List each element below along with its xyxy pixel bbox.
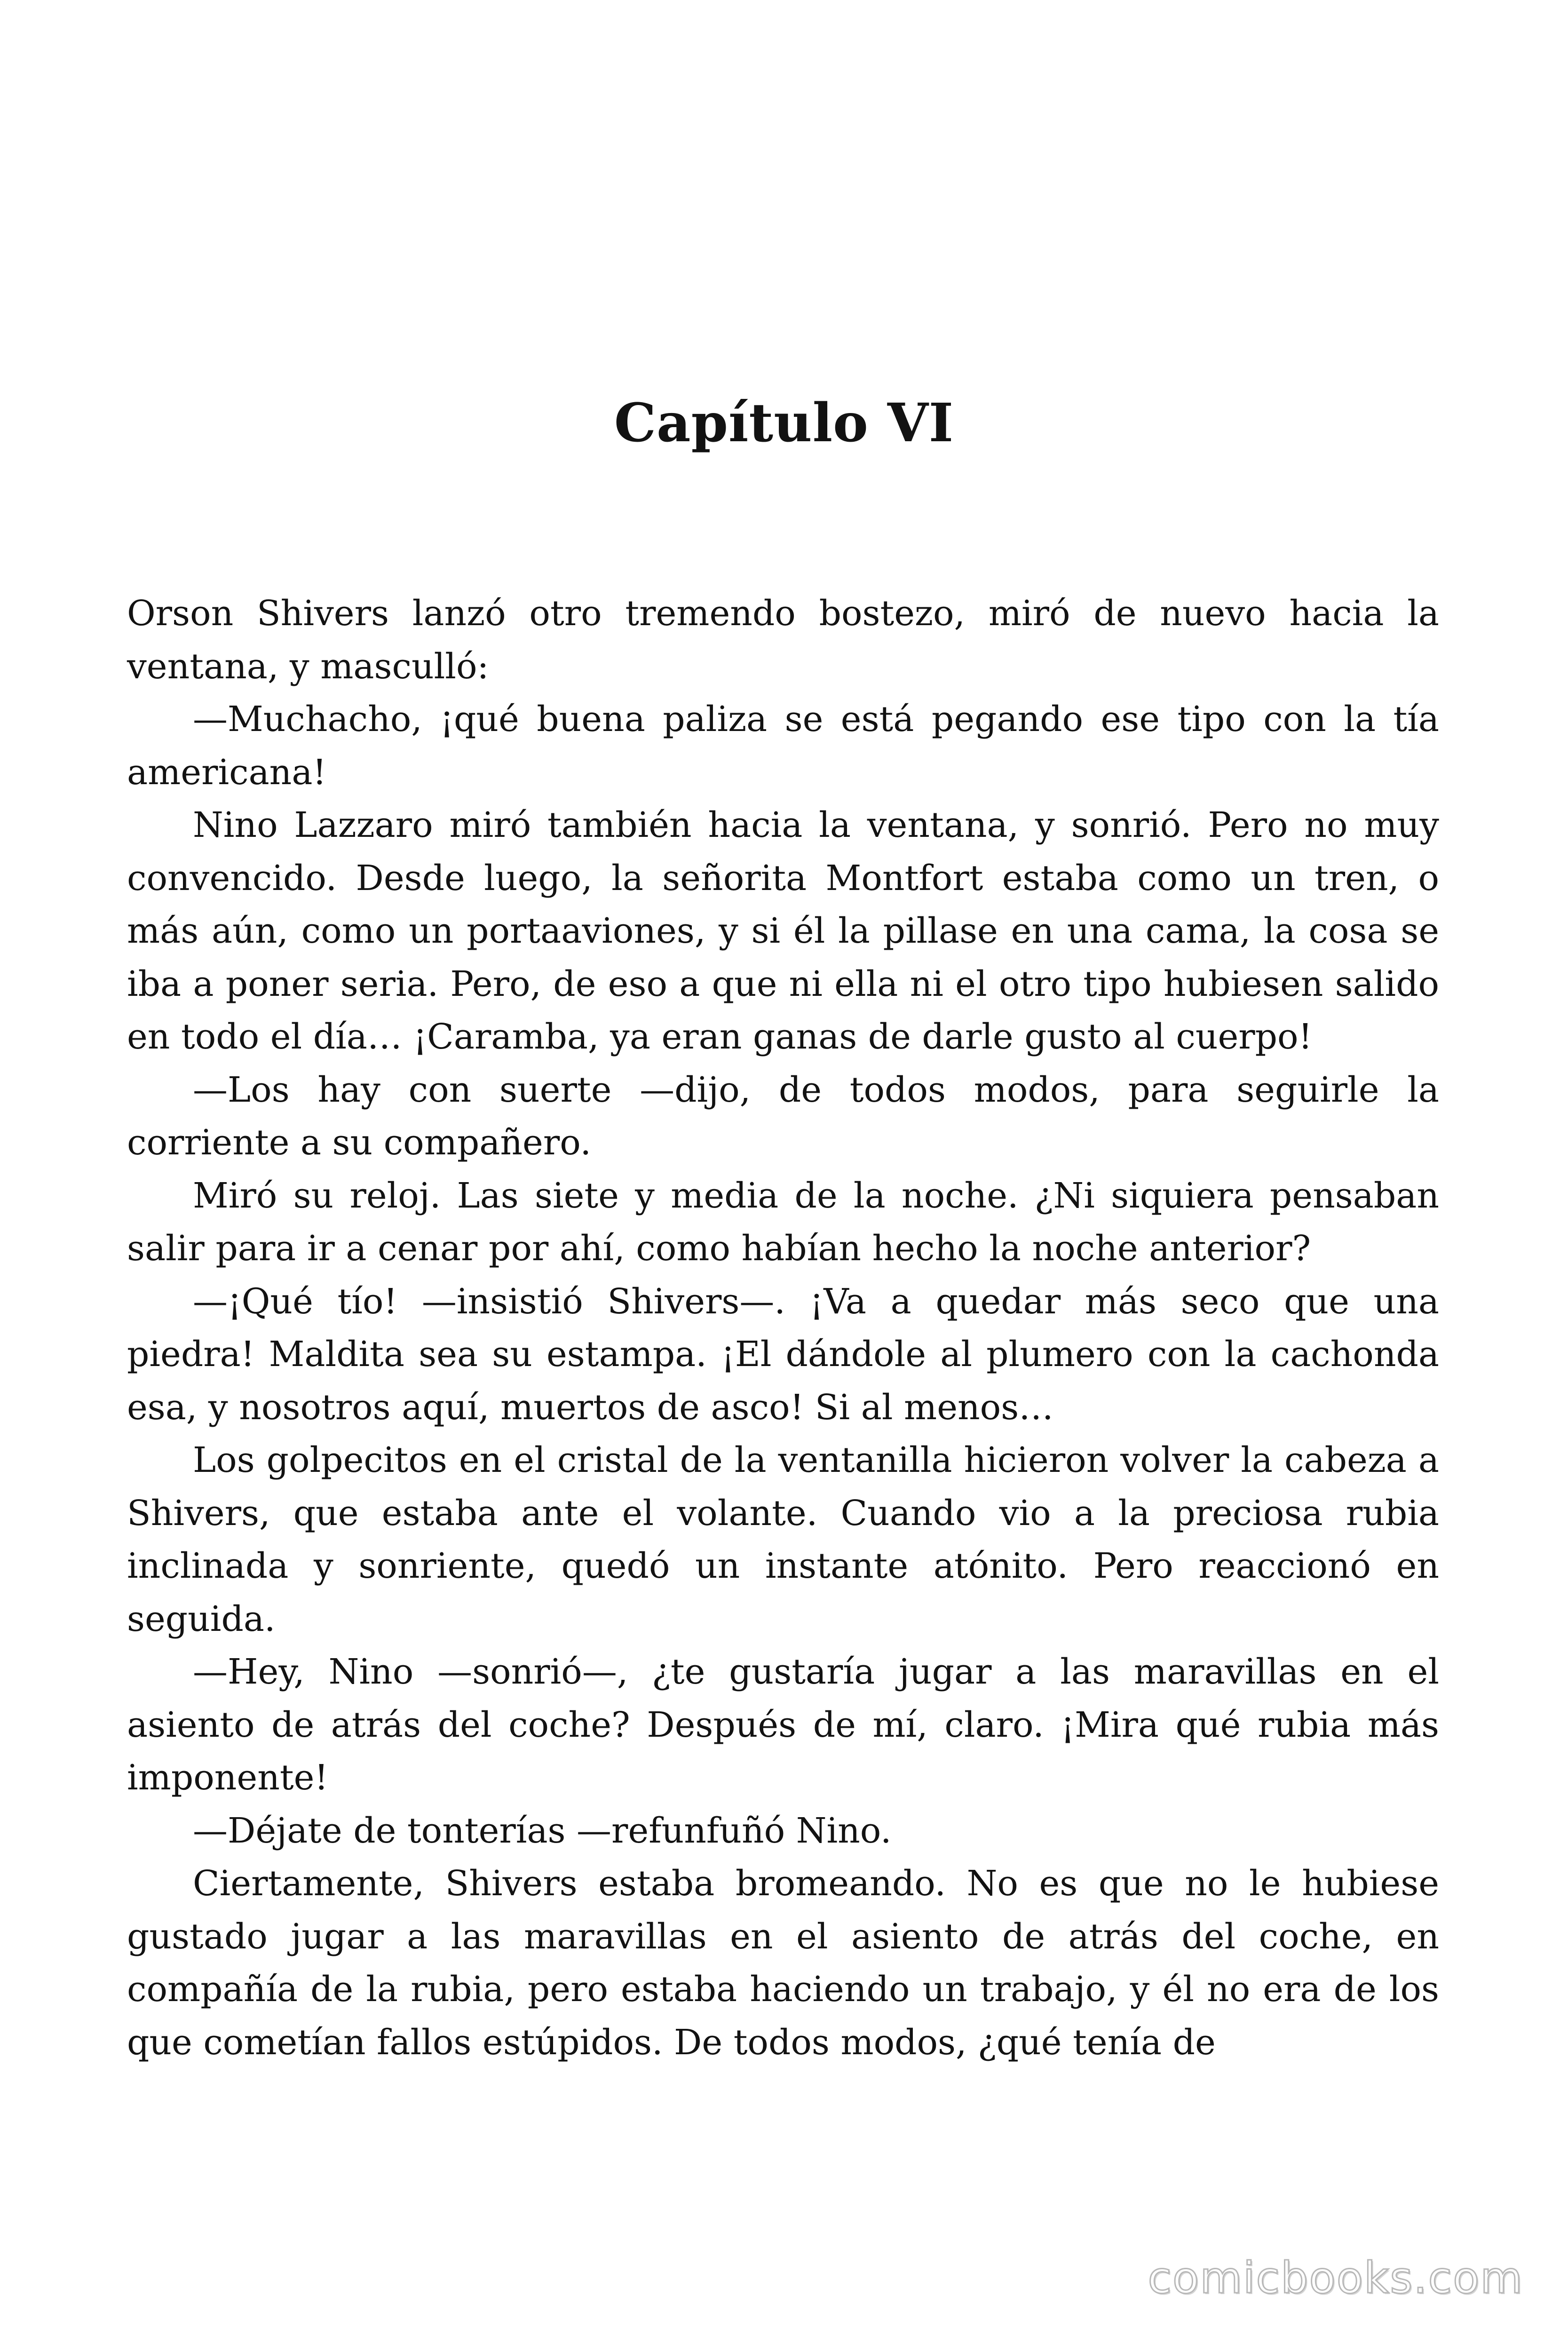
chapter-body [127, 587, 1439, 2069]
paragraph: Miró su reloj. Las siete y media de la noche. ¿Ni siquiera pensaban salir para ir a cenar por ahí, como habían hecho la noche anterior? [127, 1175, 1439, 1269]
chapter-title: Capítulo VI [614, 392, 954, 454]
watermark: comicbooks.com [1148, 2253, 1523, 2303]
paragraph: —Muchacho, ¡qué buena paliza se está pegando ese tipo con la tía americana! [127, 699, 1439, 793]
paragraph: —¡Qué tío! —insistió Shivers—. ¡Va a quedar más seco que una piedra! Maldita sea su estampa. ¡El dándole al plumero con la cachonda esa, y nosotros aquí, muertos de asco! Si al menos… [127, 1281, 1439, 1428]
paragraph: Ciertamente, Shivers estaba bromeando. No es que no le hubiese gustado jugar a las maravillas en el asiento de atrás del coche, en compañía de la rubia, pero estaba haciendo un trabajo, y él no era de los que cometían fallos estúpidos. De todos modos, ¿qué tenía de [127, 1863, 1439, 2063]
paragraph: —Hey, Nino —sonrió—, ¿te gustaría jugar a las maravillas en el asiento de atrás del coche? Después de mí, claro. ¡Mira qué rubia más imponente! [127, 1652, 1439, 1798]
paragraph: Nino Lazzaro miró también hacia la ventana, y sonrió. Pero no muy convencido. Desde luego, la señorita Montfort estaba como un tren, o más aún, como un portaaviones, y si él la pillase en una cama, la cosa se iba a poner seria. Pero, de eso a que ni ella ni el otro tipo hubiesen salido en todo el día… ¡Caramba, ya eran ganas de darle gusto al cuerpo! [127, 805, 1439, 1057]
paragraph: Orson Shivers lanzó otro tremendo bostezo, miró de nuevo hacia la ventana, y masculló: [127, 593, 1439, 687]
paragraph: —Los hay con suerte —dijo, de todos modos, para seguirle la corriente a su compañero. [127, 1069, 1439, 1163]
paragraph: Los golpecitos en el cristal de la ventanilla hicieron volver la cabeza a Shivers, que estaba ante el volante. Cuando vio a la preciosa rubia inclinada y sonriente, quedó un instante atónito. Pero reaccionó en seguida. [127, 1440, 1439, 1639]
paragraph: —Déjate de tonterías —refunfuñó Nino. [193, 1810, 892, 1851]
